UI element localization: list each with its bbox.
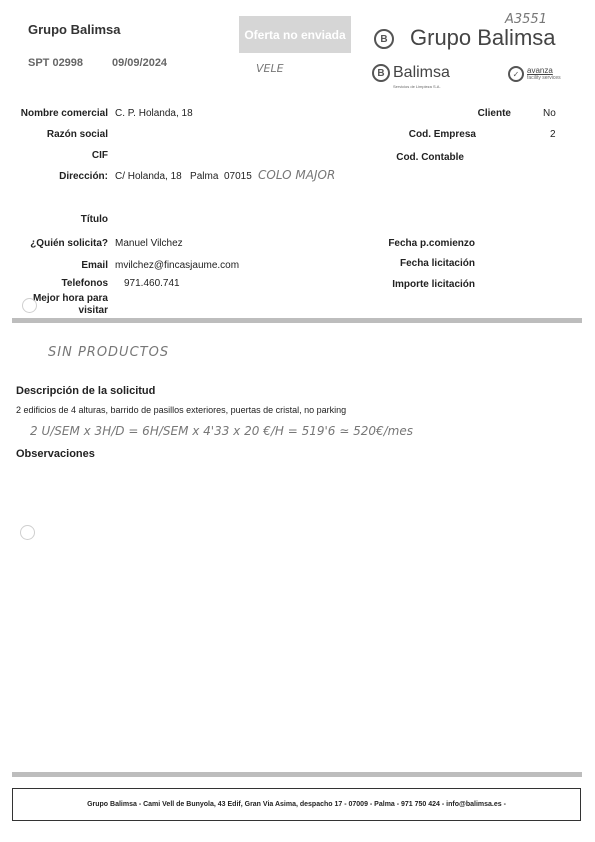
- label-cliente: Cliente: [477, 108, 511, 119]
- status-stamp: Oferta no enviada: [239, 16, 351, 53]
- label-razon-social: Razón social: [46, 129, 108, 140]
- label-importe-licitacion: Importe licitación: [392, 279, 475, 290]
- value-direccion: C/ Holanda, 18 Palma 07015: [115, 171, 252, 182]
- section-divider: [12, 318, 582, 323]
- logo-avanza: avanza: [527, 66, 553, 75]
- label-fecha-licitacion: Fecha licitación: [399, 258, 475, 269]
- value-cod-empresa: 2: [550, 129, 556, 140]
- label-fecha-comienzo: Fecha p.comienzo: [388, 238, 475, 249]
- value-cliente: No: [543, 108, 556, 119]
- description-text: 2 edificios de 4 alturas, barrido de pasillos exteriores, puertas de cristal, no parking: [16, 405, 347, 415]
- observations-title: Observaciones: [16, 448, 95, 460]
- balimsa-logo-icon: B: [374, 29, 394, 49]
- label-quien-solicita: ¿Quién solicita?: [30, 238, 108, 249]
- value-quien-solicita: Manuel Vilchez: [115, 238, 183, 249]
- punch-hole: [22, 298, 37, 313]
- handwritten-calculation: 2 U/SEM x 3H/D = 6H/SEM x 4'33 x 20 €/H = 519'6 ≃ 520€/mes: [30, 424, 413, 438]
- value-telefonos: 971.460.741: [124, 278, 180, 289]
- footer-address: Grupo Balimsa - Cami Vell de Bunyola, 43 Edif, Gran Via Asima, despacho 17 - 07009 - Palma - 971 750 424 - info@balimsa.es -: [12, 788, 581, 821]
- bottom-divider: [12, 772, 582, 777]
- request-date: 09/09/2024: [112, 57, 168, 69]
- logo-avanza-tagline: facility services: [527, 75, 561, 81]
- request-code: SPT 02998: [28, 57, 84, 69]
- logo-balimsa: Balimsa: [393, 64, 450, 81]
- value-nombre-comercial: C. P. Holanda, 18: [115, 108, 193, 119]
- logo-grupo-balimsa: Grupo Balimsa: [410, 25, 556, 50]
- company-name: Grupo Balimsa: [28, 22, 121, 37]
- label-cod-empresa: Cod. Empresa: [408, 129, 476, 140]
- handwritten-note: VELE: [256, 62, 284, 75]
- label-direccion: Dirección:: [59, 171, 108, 182]
- handwritten-reference: A3551: [505, 12, 547, 27]
- handwritten-products-note: SIN PRODUCTOS: [48, 345, 170, 360]
- label-cif: CIF: [91, 150, 108, 161]
- label-mejor-hora-line2: visitar: [78, 305, 108, 316]
- label-email: Email: [81, 260, 108, 271]
- balimsa-small-logo-icon: B: [372, 64, 390, 82]
- value-email: mvilchez@fincasjaume.com: [115, 260, 240, 271]
- label-telefonos: Telefonos: [61, 278, 108, 289]
- check-logo-icon: ✓: [508, 66, 524, 82]
- label-cod-contable: Cod. Contable: [396, 152, 464, 163]
- label-nombre-comercial: Nombre comercial: [20, 108, 108, 119]
- logo-balimsa-tagline: Servicios de Limpieza S.A.: [393, 84, 441, 89]
- label-titulo: Título: [80, 214, 108, 225]
- handwritten-address-note: COLO MAJOR: [258, 168, 336, 182]
- description-title: Descripción de la solicitud: [16, 385, 156, 397]
- label-mejor-hora-line1: Mejor hora para: [32, 293, 108, 304]
- punch-hole: [20, 525, 35, 540]
